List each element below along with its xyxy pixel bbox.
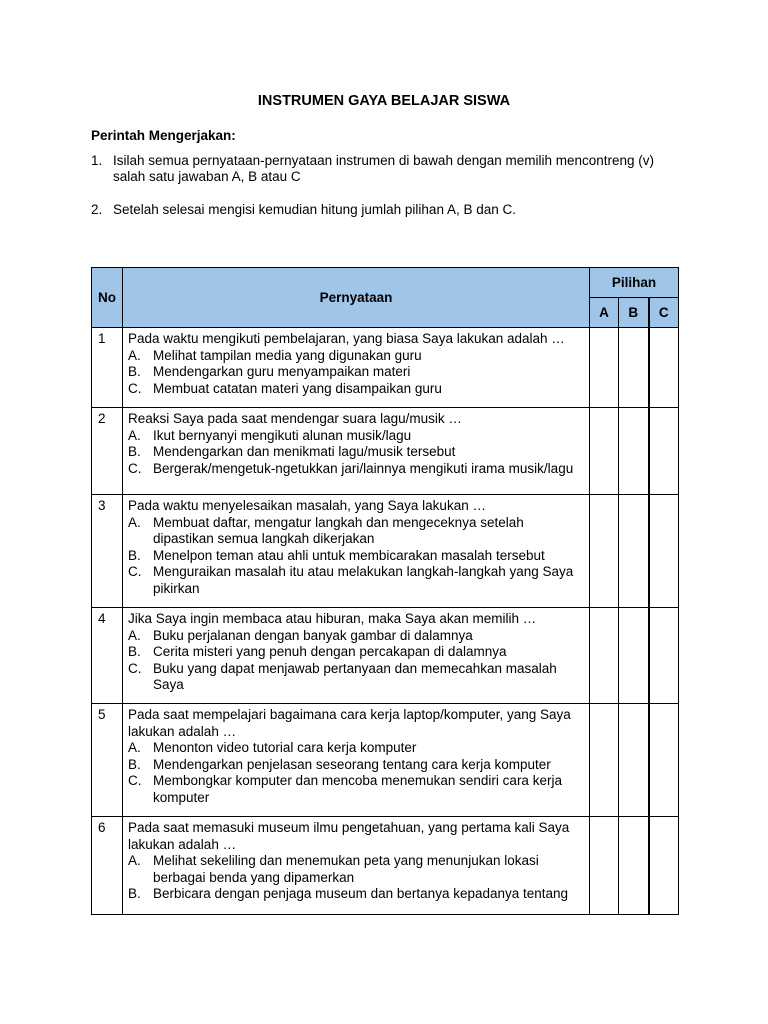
option-text: Menelpon teman atau ahli untuk membicarakan masalah tersebut bbox=[153, 547, 545, 563]
row-number: 1 bbox=[92, 328, 123, 408]
instructions-heading: Perintah Mengerjakan: bbox=[91, 128, 236, 143]
option-text: Mendengarkan penjelasan seseorang tentang cara kerja komputer bbox=[153, 756, 551, 772]
option-text: Membuat catatan materi yang disampaikan guru bbox=[153, 380, 442, 396]
option-text: Berbicara dengan penjaga museum dan bertanya kepadanya tentang bbox=[153, 886, 569, 901]
option-item bbox=[128, 740, 585, 757]
option-letter: C. bbox=[128, 773, 142, 788]
table-row bbox=[92, 608, 679, 704]
option-text: Cerita misteri yang penuh dengan percakapan di dalamnya bbox=[153, 644, 507, 659]
instruction-item bbox=[91, 153, 681, 185]
checkbox-cell-c[interactable] bbox=[649, 408, 679, 495]
option-letter: A. bbox=[128, 627, 141, 643]
option-letter: C. bbox=[128, 460, 142, 476]
statement-cell bbox=[123, 704, 590, 817]
option-list bbox=[128, 515, 585, 598]
option-list bbox=[128, 740, 585, 806]
option-text: Menguraikan masalah itu atau melakukan langkah-langkah yang Saya pikirkan bbox=[153, 564, 574, 596]
header-choice-a: A bbox=[590, 298, 619, 328]
option-item bbox=[128, 428, 585, 445]
checkbox-cell-c[interactable] bbox=[649, 817, 679, 915]
document-title: INSTRUMEN GAYA BELAJAR SISWA bbox=[257, 93, 511, 109]
option-letter: B. bbox=[128, 886, 141, 901]
option-item bbox=[128, 853, 585, 886]
question-text: Jika Saya ingin membaca atau hiburan, maka Saya akan memilih … bbox=[128, 611, 537, 626]
option-item bbox=[128, 515, 585, 548]
option-item bbox=[128, 661, 585, 694]
checkbox-cell-c[interactable] bbox=[649, 704, 679, 817]
statement-cell bbox=[123, 495, 590, 608]
option-text: Membuat daftar, mengatur langkah dan mengeceknya setelah dipastikan semua langkah dikerjakan bbox=[153, 514, 524, 546]
row-number: 2 bbox=[92, 408, 123, 495]
option-item bbox=[128, 461, 585, 478]
option-list bbox=[128, 853, 585, 903]
questionnaire-table bbox=[91, 267, 679, 915]
checkbox-cell-a[interactable] bbox=[590, 328, 619, 408]
header-no: No bbox=[92, 268, 123, 328]
option-text: Ikut bernyanyi mengikuti alunan musik/lagu bbox=[153, 427, 412, 443]
option-item bbox=[128, 628, 585, 645]
option-letter: B. bbox=[128, 547, 141, 563]
row-number: 3 bbox=[92, 495, 123, 608]
header-choice-c: C bbox=[649, 298, 679, 328]
table-row bbox=[92, 495, 679, 608]
checkbox-cell-c[interactable] bbox=[649, 328, 679, 408]
option-letter: A. bbox=[128, 427, 141, 443]
option-letter: A. bbox=[128, 347, 141, 363]
checkbox-cell-a[interactable] bbox=[590, 608, 619, 704]
question-text: Pada waktu mengikuti pembelajaran, yang biasa Saya lakukan adalah … bbox=[128, 331, 565, 346]
option-text: Buku yang dapat menjawab pertanyaan dan memecahkan masalah Saya bbox=[153, 660, 557, 692]
option-letter: B. bbox=[128, 364, 141, 379]
checkbox-cell-b[interactable] bbox=[619, 408, 649, 495]
option-letter: C. bbox=[128, 380, 142, 396]
checkbox-cell-a[interactable] bbox=[590, 817, 619, 915]
header-choice-b: B bbox=[619, 298, 649, 328]
option-text: Bergerak/mengetuk-ngetukkan jari/lainnya mengikuti irama musik/lagu bbox=[153, 460, 574, 476]
checkbox-cell-c[interactable] bbox=[649, 495, 679, 608]
option-letter: B. bbox=[128, 644, 141, 659]
option-item bbox=[128, 757, 585, 774]
option-list bbox=[128, 428, 585, 478]
checkbox-cell-a[interactable] bbox=[590, 704, 619, 817]
checkbox-cell-c[interactable] bbox=[649, 608, 679, 704]
option-letter: A. bbox=[128, 853, 141, 868]
row-number: 4 bbox=[92, 608, 123, 704]
row-number: 5 bbox=[92, 704, 123, 817]
option-text: Membongkar komputer dan mencoba menemukan sendiri cara kerja komputer bbox=[153, 773, 562, 805]
checkbox-cell-b[interactable] bbox=[619, 328, 649, 408]
option-letter: A. bbox=[128, 514, 141, 530]
option-item bbox=[128, 644, 585, 661]
option-text: Menonton video tutorial cara kerja komputer bbox=[153, 740, 417, 755]
option-letter: C. bbox=[128, 564, 142, 579]
row-number: 6 bbox=[92, 817, 123, 915]
instruction-text: Setelah selesai mengisi kemudian hitung jumlah pilihan A, B dan C. bbox=[113, 202, 516, 217]
option-letter: C. bbox=[128, 660, 142, 676]
option-list bbox=[128, 348, 585, 398]
table-row bbox=[92, 408, 679, 495]
option-item bbox=[128, 548, 585, 565]
option-letter: B. bbox=[128, 756, 141, 772]
instruction-number: 2. bbox=[91, 202, 103, 217]
checkbox-cell-b[interactable] bbox=[619, 704, 649, 817]
option-item bbox=[128, 381, 585, 398]
option-letter: A. bbox=[128, 740, 141, 755]
option-text: Melihat tampilan media yang digunakan guru bbox=[153, 347, 422, 363]
statement-cell bbox=[123, 817, 590, 915]
question-text: Pada waktu menyelesaikan masalah, yang Saya lakukan … bbox=[128, 498, 486, 513]
question-text: Reaksi Saya pada saat mendengar suara lagu/musik … bbox=[128, 411, 462, 426]
table-row bbox=[92, 817, 679, 915]
question-text: Pada saat mempelajari bagaimana cara kerja laptop/komputer, yang Saya lakukan adalah … bbox=[128, 707, 571, 739]
table-row bbox=[92, 704, 679, 817]
option-text: Melihat sekeliling dan menemukan peta yang menunjukan lokasi berbagai benda yang dipamerkan bbox=[153, 853, 539, 885]
statement-cell bbox=[123, 608, 590, 704]
option-item bbox=[128, 444, 585, 461]
statement-cell bbox=[123, 408, 590, 495]
option-item bbox=[128, 364, 585, 381]
statement-cell bbox=[123, 328, 590, 408]
table-body bbox=[92, 328, 679, 915]
checkbox-cell-a[interactable] bbox=[590, 408, 619, 495]
instruction-item bbox=[91, 202, 681, 218]
header-choice: Pilihan bbox=[590, 268, 679, 298]
option-text: Buku perjalanan dengan banyak gambar di dalamnya bbox=[153, 627, 473, 643]
instruction-text: Isilah semua pernyataan-pernyataan instrumen di bawah dengan memilih mencontreng (v) salah satu jawaban A, B atau C bbox=[113, 153, 655, 184]
checkbox-cell-b[interactable] bbox=[619, 608, 649, 704]
question-text: Pada saat memasuki museum ilmu pengetahuan, yang pertama kali Saya lakukan adalah … bbox=[128, 820, 570, 852]
option-text: Mendengarkan dan menikmati lagu/musik tersebut bbox=[153, 444, 456, 459]
header-statement: Pernyataan bbox=[123, 268, 590, 328]
table-row bbox=[92, 328, 679, 408]
option-item bbox=[128, 886, 585, 903]
checkbox-cell-b[interactable] bbox=[619, 495, 649, 608]
option-letter: B. bbox=[128, 444, 141, 459]
option-item bbox=[128, 773, 585, 806]
option-text: Mendengarkan guru menyampaikan materi bbox=[153, 364, 411, 379]
option-item bbox=[128, 564, 585, 597]
option-item bbox=[128, 348, 585, 365]
instruction-number: 1. bbox=[91, 153, 103, 168]
checkbox-cell-a[interactable] bbox=[590, 495, 619, 608]
checkbox-cell-b[interactable] bbox=[619, 817, 649, 915]
option-list bbox=[128, 628, 585, 694]
